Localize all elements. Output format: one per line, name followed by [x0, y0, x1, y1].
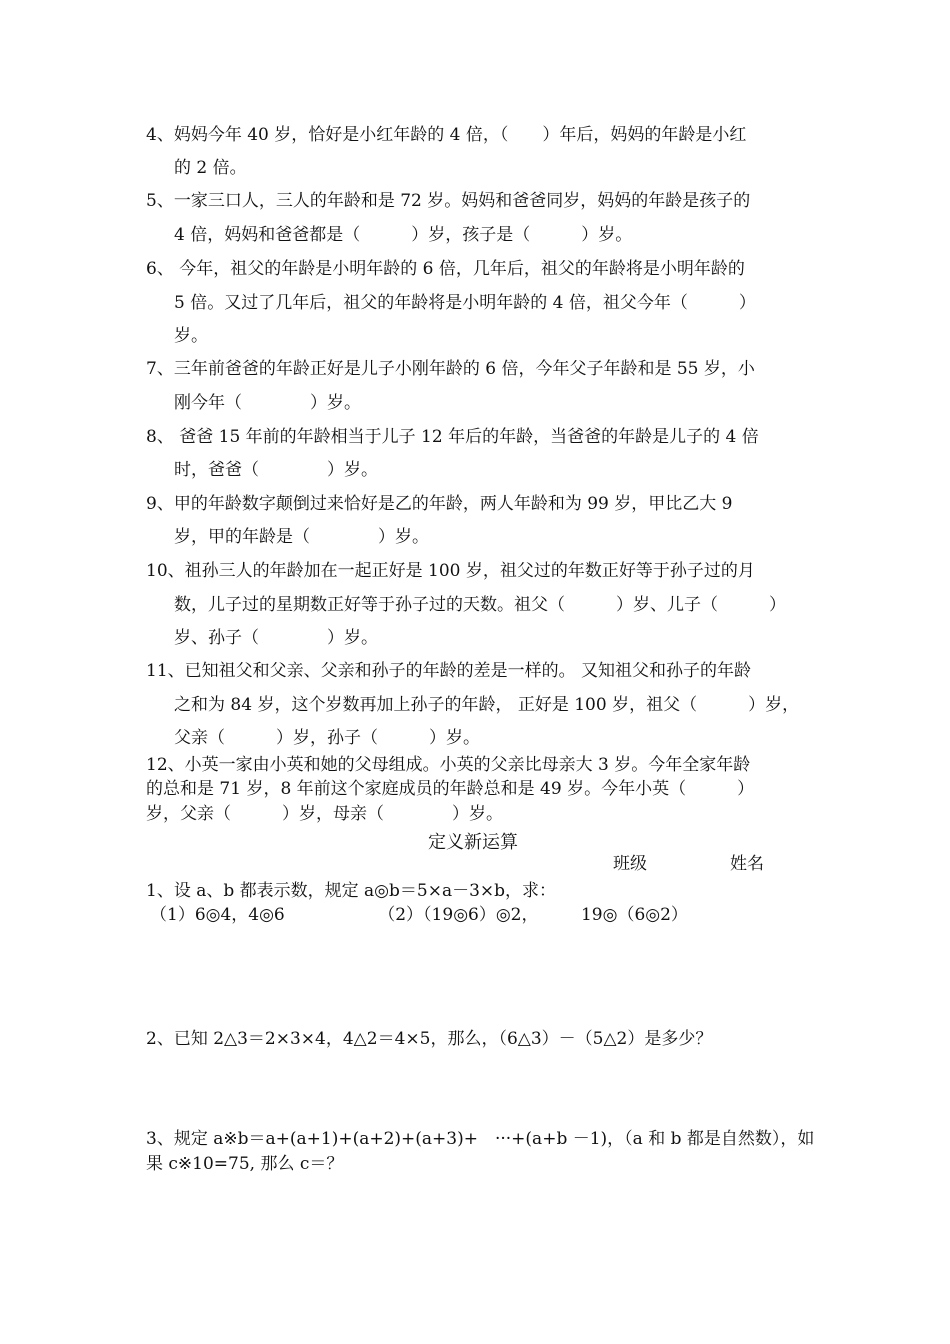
class-label: 班级	[613, 854, 647, 874]
problem-line: 2、已知 2△3＝2×3×4，4△2＝4×5，那么，（6△3）－（5△2）是多少？	[146, 1029, 713, 1049]
problem-line: 的总和是 71 岁，8 年前这个家庭成员的年龄总和是 49 岁。今年小英（ ）	[146, 779, 755, 799]
problem-line: 6、 今年，祖父的年龄是小明年龄的 6 倍，几年后，祖父的年龄将是小明年龄的	[146, 259, 745, 279]
problem-line: 数，儿子过的星期数正好等于孙子过的天数。祖父（ ）岁、儿子（ ）	[174, 595, 786, 615]
problem-line: 9、甲的年龄数字颠倒过来恰好是乙的年龄，两人年龄和为 99 岁，甲比乙大 9	[146, 494, 733, 514]
problem-line: 12、小英一家由小英和她的父母组成。小英的父亲比母亲大 3 岁。今年全家年龄	[146, 755, 751, 775]
problem-line: 果 c※10=75, 那么 c＝？	[146, 1154, 344, 1174]
problem-line: 1、设 a、b 都表示数，规定 a◎b＝5×a－3×b，求：	[146, 881, 557, 901]
problem-line: 3、规定 a※b＝a+(a+1)+(a+2)+(a+3)+ ···+(a+b －1)，（a 和 b 都是自然数），如	[146, 1129, 815, 1149]
problem-line: 11、已知祖父和父亲、父亲和孙子的年龄的差是一样的。 又知祖父和孙子的年龄	[146, 661, 752, 681]
problem-line: 之和为 84 岁，这个岁数再加上孙子的年龄， 正好是 100 岁，祖父（ ）岁，	[174, 695, 800, 715]
problem-line: 岁。	[174, 326, 208, 346]
problem-line: 4、妈妈今年 40 岁，恰好是小红年龄的 4 倍，（ ）年后，妈妈的年龄是小红	[146, 125, 747, 145]
problem-line: 5、一家三口人，三人的年龄和是 72 岁。妈妈和爸爸同岁，妈妈的年龄是孩子的	[146, 191, 751, 211]
problem-line: 岁，父亲（ ）岁，母亲（ ）岁。	[146, 804, 503, 824]
name-label: 姓名	[730, 854, 764, 874]
problem-line: 4 倍，妈妈和爸爸都是（ ）岁，孩子是（ ）岁。	[174, 225, 633, 245]
problem-line: （1）6◎4，4◎6 （2）（19◎6）◎2， 19◎（6◎2）	[150, 905, 688, 925]
problem-line: 10、祖孙三人的年龄加在一起正好是 100 岁，祖父过的年数正好等于孙子过的月	[146, 561, 755, 581]
problem-line: 7、三年前爸爸的年龄正好是儿子小刚年龄的 6 倍，今年父子年龄和是 55 岁，小	[146, 359, 755, 379]
problem-line: 岁，甲的年龄是（ ）岁。	[174, 527, 429, 547]
problem-line: 刚今年（ ）岁。	[174, 393, 361, 413]
problem-line: 的 2 倍。	[174, 158, 247, 178]
problem-line: 父亲（ ）岁，孙子（ ）岁。	[174, 728, 480, 748]
problem-line: 岁、孙子（ ）岁。	[174, 628, 378, 648]
problem-line: 8、 爸爸 15 年前的年龄相当于儿子 12 年后的年龄，当爸爸的年龄是儿子的 4 倍	[146, 427, 759, 447]
section-title: 定义新运算	[428, 832, 518, 853]
problem-line: 时，爸爸（ ）岁。	[174, 460, 378, 480]
problem-line: 5 倍。又过了几年后，祖父的年龄将是小明年龄的 4 倍，祖父今年（ ）	[174, 293, 756, 313]
